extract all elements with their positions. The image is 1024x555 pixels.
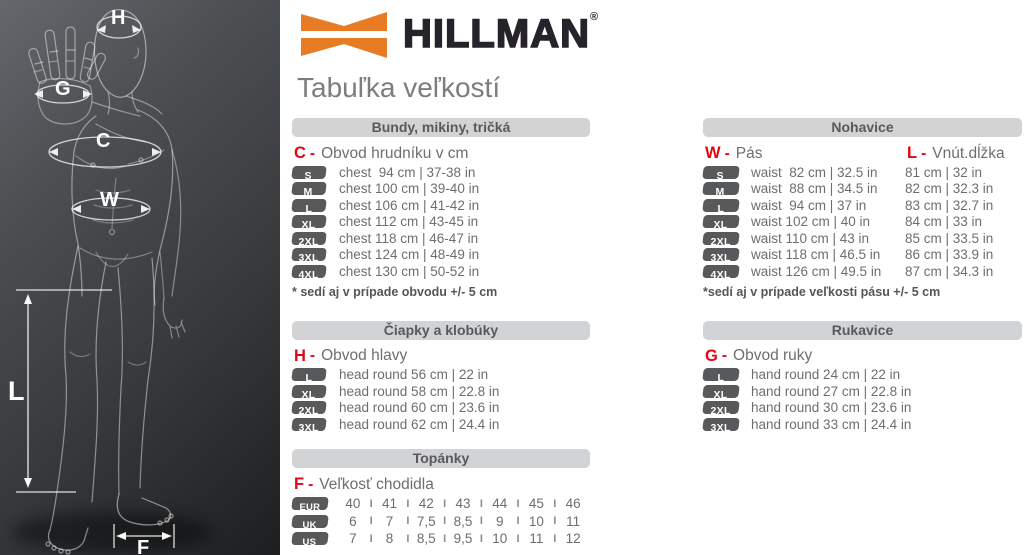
- table-row: [292, 514, 590, 529]
- shoes-table-header: Topánky: [292, 449, 590, 468]
- pants-rows: [703, 164, 1022, 282]
- size-badge: L: [702, 199, 740, 212]
- shoes-measure-label: Veľkosť chodidla: [319, 475, 434, 493]
- separator: I: [406, 515, 410, 528]
- table-row: [292, 264, 590, 282]
- inseam-value: 86 cm | 33.9 in: [905, 247, 994, 263]
- size-badge: S: [702, 166, 740, 179]
- table-row: [292, 531, 590, 549]
- row-value: hand round 24 cm | 22 in: [751, 367, 901, 383]
- waist-value: waist 82 cm | 32.5 in: [751, 164, 878, 180]
- dash: -: [309, 347, 316, 365]
- waist-value: waist 126 cm | 49.5 in: [751, 264, 882, 280]
- inseam-value: 81 cm | 32 in: [905, 164, 983, 180]
- dash: -: [308, 475, 314, 493]
- shoes-rows: [292, 496, 590, 549]
- row-value: chest 94 cm | 37-38 in: [339, 164, 476, 180]
- separator: I: [443, 497, 447, 510]
- row-value: hand round 33 cm | 24.4 in: [751, 416, 912, 432]
- table-row: [703, 181, 1022, 199]
- row-value: chest 100 cm | 39-40 in: [339, 181, 480, 197]
- separator: I: [553, 532, 557, 545]
- inseam-value: 85 cm | 33.5 in: [905, 230, 994, 246]
- pants-inseam-heading: L - Vnút.dĺžka: [907, 144, 1005, 162]
- row-value: head round 62 cm | 24.4 in: [339, 416, 500, 432]
- tops-table-header: Bundy, mikiny, tričká: [292, 118, 590, 137]
- size-badge: 3XL: [291, 248, 327, 261]
- hats-measure-label: Obvod hlavy: [321, 347, 408, 365]
- tops-measure-line: [294, 144, 590, 163]
- registered-mark: ®: [589, 11, 600, 23]
- ground-shadow: [12, 512, 212, 552]
- size-badge: L: [291, 368, 327, 381]
- shoes-measure-line: [294, 475, 590, 494]
- tops-measure-letter: C: [294, 144, 306, 162]
- page-title: Tabuľka veľkostí: [297, 72, 501, 103]
- row-value: chest 112 cm | 43-45 in: [339, 214, 479, 230]
- size-badge: UK: [291, 515, 329, 528]
- table-row: [292, 181, 590, 199]
- separator: I: [516, 497, 520, 510]
- size-badge: 4XL: [291, 265, 327, 278]
- brand-name: HILLMAN®: [403, 11, 600, 56]
- column-left: [292, 118, 590, 549]
- gloves-measure-label: Obvod ruky: [733, 347, 813, 365]
- size-badge: 2XL: [291, 232, 327, 245]
- column-right: [703, 118, 1022, 434]
- gloves-table-header: Rukavice: [703, 321, 1022, 340]
- pants-table-header: Nohavice: [703, 118, 1022, 137]
- separator: I: [516, 515, 520, 528]
- separator: I: [369, 515, 373, 528]
- size-badge: XL: [702, 215, 740, 228]
- table-row: [292, 164, 590, 182]
- row-value: hand round 30 cm | 23.6 in: [751, 400, 912, 416]
- dash: -: [309, 144, 316, 162]
- table-row: [703, 383, 1022, 401]
- table-row: [703, 247, 1022, 265]
- row-value: chest 118 cm | 46-47 in: [339, 230, 479, 246]
- size-badge: M: [291, 182, 327, 195]
- pants-measure-line: [705, 144, 1022, 163]
- shoe-values: 7 I 8 I 8,5 I 9,5 I 10 I 11 I 12: [349, 531, 581, 547]
- hats-table-header: Čiapky a klobúky: [292, 321, 590, 340]
- waist-value: waist 118 cm | 46.5 in: [751, 247, 881, 263]
- size-badge: 3XL: [702, 418, 740, 431]
- separator: I: [553, 515, 557, 528]
- tops-measure-label: Obvod hrudníku v cm: [321, 144, 469, 162]
- figure-chest-label: C: [96, 130, 111, 152]
- dash: -: [721, 347, 728, 365]
- figure-waist-label: W: [100, 189, 119, 211]
- gloves-rows: [703, 368, 1022, 432]
- mannequin-figure: [0, 0, 280, 555]
- table-row: [292, 197, 590, 215]
- size-badge: 3XL: [702, 248, 740, 261]
- size-badge: 4XL: [702, 265, 740, 278]
- table-row: [703, 400, 1022, 418]
- size-badge: M: [702, 182, 740, 195]
- waist-value: waist 110 cm | 43 in: [751, 230, 870, 246]
- separator: I: [443, 515, 447, 528]
- table-row: [703, 264, 1022, 282]
- size-badge: L: [702, 368, 740, 381]
- separator: I: [369, 532, 373, 545]
- figure-head-label: H: [111, 7, 126, 29]
- gloves-measure-line: [705, 347, 1022, 366]
- row-value: chest 130 cm | 50-52 in: [339, 264, 480, 280]
- separator: I: [443, 532, 447, 545]
- row-value: hand round 27 cm | 22.8 in: [751, 383, 912, 399]
- hats-measure-letter: H: [294, 346, 306, 365]
- table-row: [703, 230, 1022, 248]
- tops-footnote: * sedí aj v prípade obvodu +/- 5 cm: [292, 284, 498, 299]
- table-row: [703, 367, 1022, 385]
- table-row: [292, 496, 590, 514]
- inseam-value: 87 cm | 34.3 in: [905, 264, 994, 280]
- row-value: head round 60 cm | 23.6 in: [339, 400, 500, 416]
- separator: I: [479, 497, 483, 510]
- separator: I: [369, 497, 373, 510]
- table-row: [292, 383, 590, 401]
- row-value: chest 124 cm | 48-49 in: [339, 247, 480, 263]
- separator: I: [516, 532, 520, 545]
- size-badge: 3XL: [291, 418, 327, 431]
- shoe-values: 6 I 7 I 7,5 I 8,5 I 9 I 10 I 11: [349, 513, 581, 529]
- inseam-value: 84 cm | 33 in: [905, 214, 983, 230]
- body-outline: [28, 10, 185, 554]
- table-row: [703, 197, 1022, 215]
- size-badge: S: [291, 166, 327, 179]
- figure-leg-label: L: [8, 376, 25, 406]
- tops-rows: [292, 164, 590, 282]
- figure-foot-label: F: [137, 537, 150, 555]
- waist-value: waist 88 cm | 34.5 in: [751, 181, 878, 197]
- pants-waist-heading: W - Pás: [705, 144, 763, 162]
- inseam-value: 82 cm | 32.3 in: [905, 181, 994, 197]
- dash: -: [724, 144, 730, 162]
- table-row: [292, 400, 590, 418]
- shoe-values: 40 I 41 I 42 I 43 I 44 I 45 I 46: [345, 496, 581, 512]
- size-badge: EUR: [291, 497, 329, 510]
- size-badge: 2XL: [291, 401, 327, 414]
- row-value: chest 106 cm | 41-42 in: [339, 197, 480, 213]
- figure-hand-label: G: [55, 78, 71, 100]
- table-row: [292, 214, 590, 232]
- table-row: [703, 416, 1022, 434]
- separator: I: [406, 497, 410, 510]
- size-badge: 2XL: [702, 401, 740, 414]
- hillman-bowtie-icon: [300, 7, 388, 63]
- size-badge: 2XL: [702, 232, 740, 245]
- size-badge: XL: [291, 385, 327, 398]
- brand-logo: [300, 7, 599, 63]
- table-row: [292, 230, 590, 248]
- figure-panel: [0, 0, 280, 555]
- table-row: [703, 164, 1022, 182]
- table-row: [292, 367, 590, 385]
- shoes-measure-letter: F: [294, 475, 305, 494]
- size-badge: L: [291, 199, 327, 212]
- pants-footnote: *sedí aj v prípade veľkosti pásu +/- 5 cm: [703, 284, 941, 299]
- content-area: [280, 0, 1024, 555]
- waist-value: waist 94 cm | 37 in: [751, 197, 867, 213]
- hats-measure-line: [294, 347, 590, 366]
- separator: I: [553, 497, 557, 510]
- hats-rows: [292, 368, 590, 432]
- table-row: [292, 416, 590, 434]
- separator: I: [479, 532, 483, 545]
- separator: I: [406, 532, 410, 545]
- table-row: [703, 214, 1022, 232]
- dash: -: [921, 144, 927, 162]
- inseam-value: 83 cm | 32.7 in: [905, 197, 994, 213]
- table-row: [292, 247, 590, 265]
- size-badge: XL: [291, 215, 327, 228]
- size-badge: XL: [702, 385, 740, 398]
- separator: I: [479, 515, 483, 528]
- waist-value: waist 102 cm | 40 in: [751, 214, 871, 230]
- measure-arrowheads: [24, 25, 172, 540]
- size-badge: US: [291, 532, 329, 545]
- gloves-measure-letter: G: [705, 346, 718, 365]
- row-value: head round 58 cm | 22.8 in: [339, 383, 500, 399]
- row-value: head round 56 cm | 22 in: [339, 367, 489, 383]
